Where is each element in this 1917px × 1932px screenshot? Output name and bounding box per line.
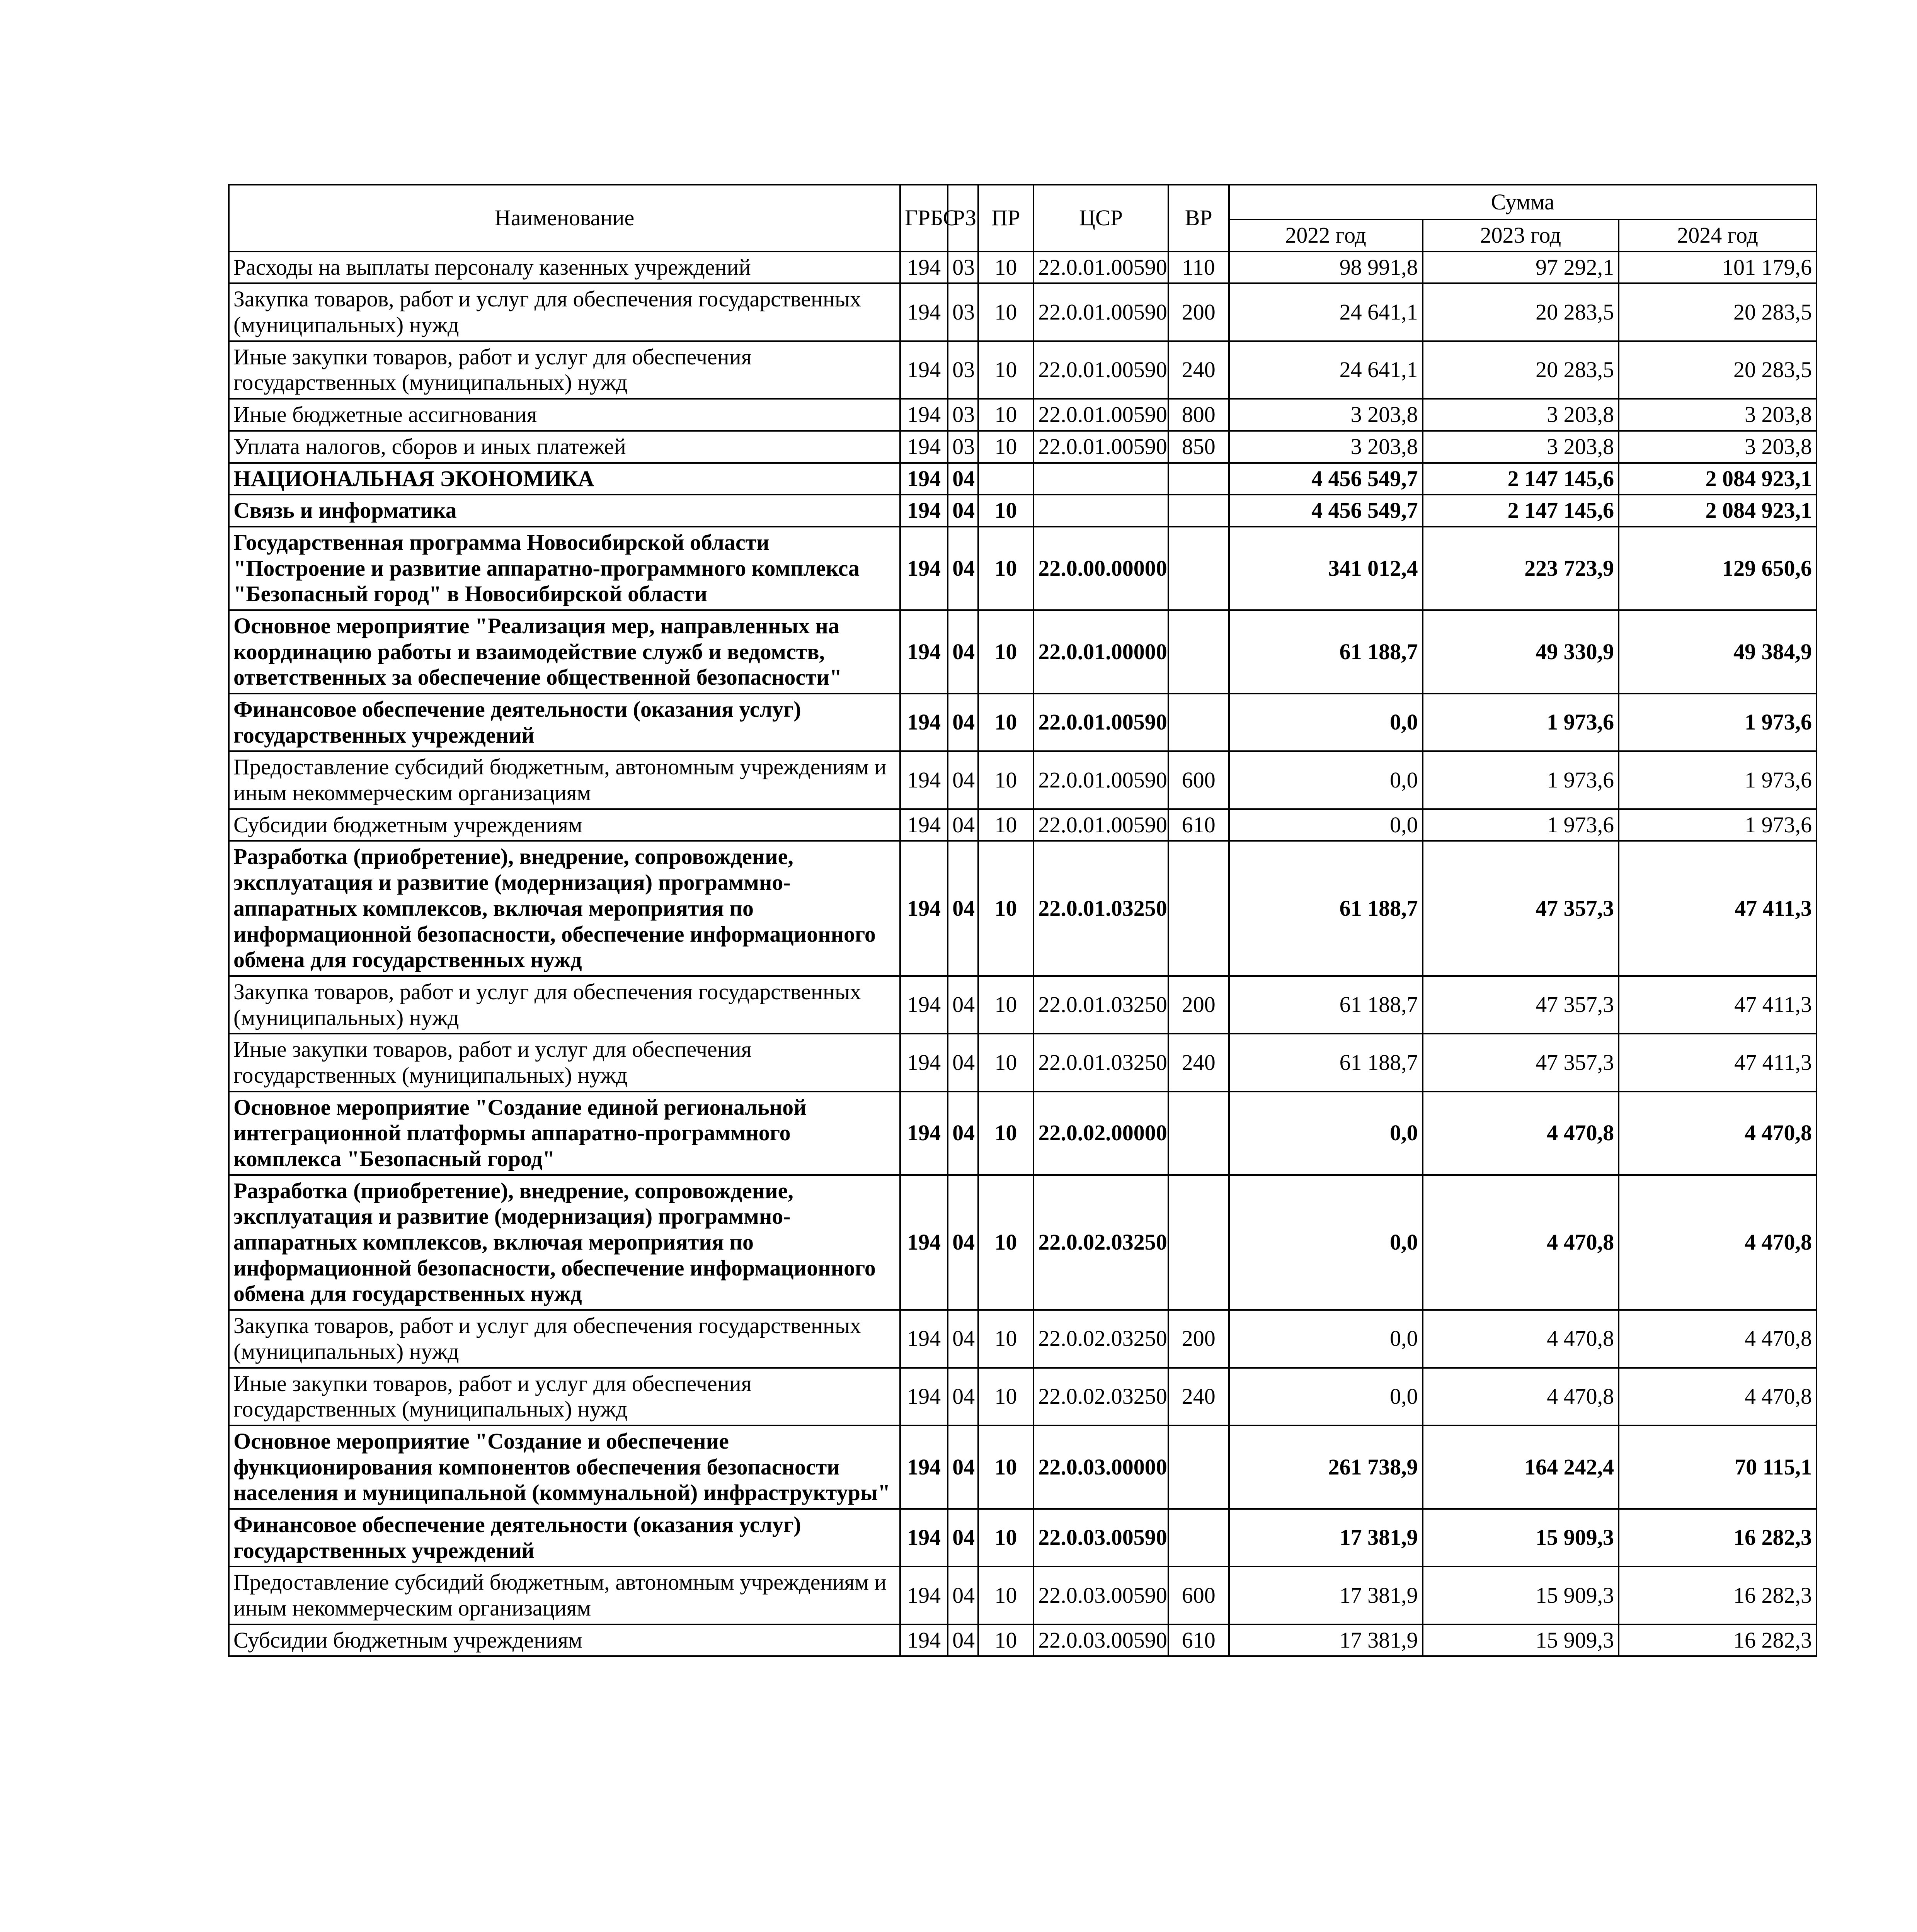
cell-2023: 47 357,3 (1423, 976, 1619, 1034)
table-row (229, 809, 1817, 841)
cell-2023: 4 470,8 (1423, 1368, 1619, 1425)
header-grbs: ГРБС (900, 185, 948, 252)
cell-grbs: 194 (900, 1368, 948, 1425)
header-year-2023: 2023 год (1423, 219, 1619, 252)
cell-grbs: 194 (900, 1092, 948, 1175)
cell-name: Государственная программа Новосибирской области "Построение и развитие аппаратно-программного комплекса "Безопасный город" в Новосибирской области (229, 527, 900, 610)
cell-vr: 610 (1168, 1624, 1229, 1656)
cell-grbs: 194 (900, 527, 948, 610)
cell-pr: 10 (978, 1624, 1034, 1656)
cell-name: Субсидии бюджетным учреждениям (229, 809, 900, 841)
cell-vr (1168, 495, 1229, 527)
cell-2022: 0,0 (1229, 1310, 1423, 1367)
cell-rz: 04 (948, 694, 978, 751)
cell-2024: 1 973,6 (1619, 751, 1817, 809)
cell-2023: 3 203,8 (1423, 431, 1619, 463)
cell-2022: 24 641,1 (1229, 283, 1423, 341)
cell-2023: 97 292,1 (1423, 252, 1619, 284)
cell-vr: 600 (1168, 1566, 1229, 1624)
cell-rz: 03 (948, 341, 978, 399)
cell-2023: 15 909,3 (1423, 1624, 1619, 1656)
cell-rz: 04 (948, 495, 978, 527)
cell-name: Финансовое обеспечение деятельности (оказания услуг) государственных учреждений (229, 694, 900, 751)
cell-vr: 200 (1168, 283, 1229, 341)
cell-rz: 04 (948, 809, 978, 841)
cell-csr: 22.0.01.00590 (1033, 252, 1168, 284)
cell-2022: 61 188,7 (1229, 610, 1423, 694)
cell-2024: 16 282,3 (1619, 1509, 1817, 1566)
cell-2024: 1 973,6 (1619, 694, 1817, 751)
cell-vr (1168, 463, 1229, 495)
cell-2022: 17 381,9 (1229, 1566, 1423, 1624)
cell-2022: 3 203,8 (1229, 431, 1423, 463)
cell-2024: 16 282,3 (1619, 1566, 1817, 1624)
cell-rz: 04 (948, 841, 978, 976)
cell-csr (1033, 495, 1168, 527)
cell-rz: 04 (948, 1034, 978, 1091)
cell-grbs: 194 (900, 1624, 948, 1656)
cell-2022: 4 456 549,7 (1229, 495, 1423, 527)
cell-rz: 03 (948, 252, 978, 284)
cell-2024: 16 282,3 (1619, 1624, 1817, 1656)
cell-grbs: 194 (900, 1034, 948, 1091)
table-body (229, 252, 1817, 1656)
table-row (229, 1509, 1817, 1566)
cell-pr: 10 (978, 1310, 1034, 1367)
cell-2024: 47 411,3 (1619, 976, 1817, 1034)
cell-2023: 164 242,4 (1423, 1425, 1619, 1509)
table-row (229, 1092, 1817, 1175)
cell-name: Иные закупки товаров, работ и услуг для обеспечения государственных (муниципальных) нужд (229, 1368, 900, 1425)
cell-rz: 04 (948, 463, 978, 495)
cell-name: Субсидии бюджетным учреждениям (229, 1624, 900, 1656)
table-row (229, 694, 1817, 751)
cell-2023: 15 909,3 (1423, 1509, 1619, 1566)
cell-vr (1168, 527, 1229, 610)
cell-pr: 10 (978, 610, 1034, 694)
table-row (229, 1624, 1817, 1656)
cell-grbs: 194 (900, 809, 948, 841)
cell-2024: 20 283,5 (1619, 341, 1817, 399)
cell-grbs: 194 (900, 283, 948, 341)
cell-name: Уплата налогов, сборов и иных платежей (229, 431, 900, 463)
cell-2024: 3 203,8 (1619, 431, 1817, 463)
cell-vr (1168, 610, 1229, 694)
cell-pr: 10 (978, 527, 1034, 610)
cell-2023: 2 147 145,6 (1423, 495, 1619, 527)
cell-2023: 20 283,5 (1423, 341, 1619, 399)
cell-rz: 04 (948, 527, 978, 610)
cell-rz: 04 (948, 1368, 978, 1425)
cell-csr: 22.0.01.00590 (1033, 341, 1168, 399)
header-sum: Сумма (1229, 185, 1817, 219)
cell-name: Основное мероприятие "Создание единой региональной интеграционной платформы аппаратно-программного комплекса "Безопасный город" (229, 1092, 900, 1175)
cell-2022: 341 012,4 (1229, 527, 1423, 610)
cell-grbs: 194 (900, 610, 948, 694)
cell-2024: 4 470,8 (1619, 1368, 1817, 1425)
cell-rz: 04 (948, 610, 978, 694)
cell-2024: 129 650,6 (1619, 527, 1817, 610)
cell-pr: 10 (978, 283, 1034, 341)
cell-2022: 61 188,7 (1229, 976, 1423, 1034)
cell-vr (1168, 1092, 1229, 1175)
cell-name: Иные закупки товаров, работ и услуг для обеспечения государственных (муниципальных) нужд (229, 1034, 900, 1091)
cell-pr: 10 (978, 1092, 1034, 1175)
cell-vr: 850 (1168, 431, 1229, 463)
cell-csr: 22.0.01.00590 (1033, 751, 1168, 809)
cell-name: Основное мероприятие "Создание и обеспечение функционирования компонентов обеспечения безопасности населения и муниципальной (коммунальной) инфраструктуры" (229, 1425, 900, 1509)
cell-2023: 15 909,3 (1423, 1566, 1619, 1624)
cell-2023: 223 723,9 (1423, 527, 1619, 610)
cell-csr: 22.0.01.00590 (1033, 431, 1168, 463)
header-csr: ЦСР (1033, 185, 1168, 252)
cell-2022: 98 991,8 (1229, 252, 1423, 284)
cell-name: Закупка товаров, работ и услуг для обеспечения государственных (муниципальных) нужд (229, 976, 900, 1034)
cell-name: Разработка (приобретение), внедрение, сопровождение, эксплуатация и развитие (модернизация) программно-аппаратных комплексов, включая мероприятия по информационной безопасности, обеспечение информационного обмена для государственных нужд (229, 1175, 900, 1310)
cell-name: Закупка товаров, работ и услуг для обеспечения государственных (муниципальных) нужд (229, 1310, 900, 1367)
cell-vr (1168, 841, 1229, 976)
cell-csr: 22.0.02.03250 (1033, 1310, 1168, 1367)
cell-rz: 04 (948, 1624, 978, 1656)
cell-rz: 04 (948, 1566, 978, 1624)
cell-csr: 22.0.02.00000 (1033, 1092, 1168, 1175)
table-row (229, 610, 1817, 694)
cell-2023: 4 470,8 (1423, 1092, 1619, 1175)
cell-csr: 22.0.03.00000 (1033, 1425, 1168, 1509)
cell-2023: 47 357,3 (1423, 1034, 1619, 1091)
cell-grbs: 194 (900, 841, 948, 976)
cell-2023: 1 973,6 (1423, 809, 1619, 841)
cell-rz: 04 (948, 1425, 978, 1509)
cell-2022: 17 381,9 (1229, 1509, 1423, 1566)
cell-grbs: 194 (900, 463, 948, 495)
cell-2023: 4 470,8 (1423, 1310, 1619, 1367)
cell-csr: 22.0.03.00590 (1033, 1509, 1168, 1566)
cell-grbs: 194 (900, 1425, 948, 1509)
cell-2024: 47 411,3 (1619, 1034, 1817, 1091)
cell-vr: 200 (1168, 1310, 1229, 1367)
cell-vr (1168, 1425, 1229, 1509)
cell-grbs: 194 (900, 1509, 948, 1566)
table-row (229, 495, 1817, 527)
cell-2024: 49 384,9 (1619, 610, 1817, 694)
cell-2022: 0,0 (1229, 694, 1423, 751)
cell-pr: 10 (978, 1368, 1034, 1425)
cell-csr: 22.0.01.03250 (1033, 841, 1168, 976)
cell-name: Связь и информатика (229, 495, 900, 527)
cell-csr: 22.0.03.00590 (1033, 1566, 1168, 1624)
cell-pr: 10 (978, 694, 1034, 751)
cell-pr: 10 (978, 809, 1034, 841)
table-row (229, 1368, 1817, 1425)
cell-vr: 600 (1168, 751, 1229, 809)
cell-2024: 4 470,8 (1619, 1175, 1817, 1310)
cell-2022: 24 641,1 (1229, 341, 1423, 399)
cell-grbs: 194 (900, 495, 948, 527)
cell-2022: 17 381,9 (1229, 1624, 1423, 1656)
cell-csr: 22.0.01.00590 (1033, 694, 1168, 751)
table-row (229, 1175, 1817, 1310)
table-row (229, 252, 1817, 284)
cell-grbs: 194 (900, 399, 948, 431)
cell-vr: 110 (1168, 252, 1229, 284)
cell-pr: 10 (978, 431, 1034, 463)
table-row (229, 527, 1817, 610)
cell-vr (1168, 1175, 1229, 1310)
header-pr: ПР (978, 185, 1034, 252)
cell-vr: 240 (1168, 1034, 1229, 1091)
table-row (229, 431, 1817, 463)
cell-name: Иные бюджетные ассигнования (229, 399, 900, 431)
cell-2023: 1 973,6 (1423, 694, 1619, 751)
cell-2022: 61 188,7 (1229, 841, 1423, 976)
cell-csr: 22.0.01.00590 (1033, 399, 1168, 431)
cell-vr (1168, 1509, 1229, 1566)
cell-grbs: 194 (900, 1566, 948, 1624)
cell-2023: 4 470,8 (1423, 1175, 1619, 1310)
cell-2024: 2 084 923,1 (1619, 463, 1817, 495)
cell-2024: 2 084 923,1 (1619, 495, 1817, 527)
cell-pr: 10 (978, 1175, 1034, 1310)
cell-csr (1033, 463, 1168, 495)
cell-2022: 0,0 (1229, 1175, 1423, 1310)
cell-2022: 3 203,8 (1229, 399, 1423, 431)
cell-grbs: 194 (900, 694, 948, 751)
cell-name: Разработка (приобретение), внедрение, сопровождение, эксплуатация и развитие (модернизация) программно-аппаратных комплексов, включая мероприятия по информационной безопасности, обеспечение информационного обмена для государственных нужд (229, 841, 900, 976)
cell-csr: 22.0.01.00590 (1033, 809, 1168, 841)
table-row (229, 463, 1817, 495)
cell-2022: 0,0 (1229, 1368, 1423, 1425)
cell-rz: 04 (948, 1092, 978, 1175)
cell-csr: 22.0.01.00590 (1033, 283, 1168, 341)
cell-rz: 03 (948, 399, 978, 431)
header-rz: РЗ (948, 185, 978, 252)
table-row (229, 1310, 1817, 1367)
cell-grbs: 194 (900, 431, 948, 463)
cell-pr: 10 (978, 341, 1034, 399)
cell-2023: 47 357,3 (1423, 841, 1619, 976)
cell-name: НАЦИОНАЛЬНАЯ ЭКОНОМИКА (229, 463, 900, 495)
cell-2022: 4 456 549,7 (1229, 463, 1423, 495)
cell-2023: 3 203,8 (1423, 399, 1619, 431)
cell-csr: 22.0.01.03250 (1033, 1034, 1168, 1091)
cell-pr: 10 (978, 841, 1034, 976)
cell-vr: 240 (1168, 1368, 1229, 1425)
cell-pr: 10 (978, 252, 1034, 284)
table-row (229, 1034, 1817, 1091)
cell-grbs: 194 (900, 252, 948, 284)
cell-vr: 240 (1168, 341, 1229, 399)
cell-name: Финансовое обеспечение деятельности (оказания услуг) государственных учреждений (229, 1509, 900, 1566)
cell-name: Закупка товаров, работ и услуг для обеспечения государственных (муниципальных) нужд (229, 283, 900, 341)
cell-2024: 20 283,5 (1619, 283, 1817, 341)
cell-csr: 22.0.03.00590 (1033, 1624, 1168, 1656)
cell-csr: 22.0.02.03250 (1033, 1175, 1168, 1310)
cell-2024: 4 470,8 (1619, 1310, 1817, 1367)
cell-csr: 22.0.01.00000 (1033, 610, 1168, 694)
header-year-2024: 2024 год (1619, 219, 1817, 252)
cell-pr: 10 (978, 1425, 1034, 1509)
header-name: Наименование (229, 185, 900, 252)
cell-2023: 1 973,6 (1423, 751, 1619, 809)
cell-2022: 0,0 (1229, 809, 1423, 841)
cell-name: Расходы на выплаты персоналу казенных учреждений (229, 252, 900, 284)
cell-rz: 04 (948, 1175, 978, 1310)
cell-2022: 61 188,7 (1229, 1034, 1423, 1091)
cell-pr: 10 (978, 1509, 1034, 1566)
cell-grbs: 194 (900, 1310, 948, 1367)
cell-2023: 49 330,9 (1423, 610, 1619, 694)
cell-2022: 0,0 (1229, 751, 1423, 809)
header-vr: ВР (1168, 185, 1229, 252)
cell-pr: 10 (978, 751, 1034, 809)
cell-rz: 04 (948, 1310, 978, 1367)
cell-rz: 04 (948, 976, 978, 1034)
cell-2022: 0,0 (1229, 1092, 1423, 1175)
table-header (229, 185, 1817, 252)
cell-2023: 20 283,5 (1423, 283, 1619, 341)
cell-name: Предоставление субсидий бюджетным, автономным учреждениям и иным некоммерческим организациям (229, 1566, 900, 1624)
cell-2024: 4 470,8 (1619, 1092, 1817, 1175)
cell-pr: 10 (978, 976, 1034, 1034)
cell-name: Предоставление субсидий бюджетным, автономным учреждениям и иным некоммерческим организациям (229, 751, 900, 809)
table-row (229, 1425, 1817, 1509)
cell-grbs: 194 (900, 341, 948, 399)
cell-vr: 800 (1168, 399, 1229, 431)
cell-2024: 1 973,6 (1619, 809, 1817, 841)
cell-grbs: 194 (900, 751, 948, 809)
cell-rz: 03 (948, 431, 978, 463)
table-row (229, 341, 1817, 399)
table-row (229, 751, 1817, 809)
cell-2024: 70 115,1 (1619, 1425, 1817, 1509)
cell-rz: 04 (948, 1509, 978, 1566)
header-year-2022: 2022 год (1229, 219, 1423, 252)
cell-grbs: 194 (900, 976, 948, 1034)
cell-2023: 2 147 145,6 (1423, 463, 1619, 495)
table-row (229, 399, 1817, 431)
budget-table (228, 184, 1817, 1657)
cell-vr: 610 (1168, 809, 1229, 841)
cell-pr: 10 (978, 1566, 1034, 1624)
table-row (229, 841, 1817, 976)
cell-vr: 200 (1168, 976, 1229, 1034)
table-row (229, 1566, 1817, 1624)
cell-pr (978, 463, 1034, 495)
cell-csr: 22.0.01.03250 (1033, 976, 1168, 1034)
cell-csr: 22.0.02.03250 (1033, 1368, 1168, 1425)
table-row (229, 283, 1817, 341)
cell-name: Основное мероприятие "Реализация мер, направленных на координацию работы и взаимодействие служб и ведомств, ответственных за обеспечение общественной безопасности" (229, 610, 900, 694)
cell-2024: 3 203,8 (1619, 399, 1817, 431)
cell-2024: 47 411,3 (1619, 841, 1817, 976)
cell-pr: 10 (978, 399, 1034, 431)
cell-name: Иные закупки товаров, работ и услуг для обеспечения государственных (муниципальных) нужд (229, 341, 900, 399)
cell-vr (1168, 694, 1229, 751)
cell-pr: 10 (978, 495, 1034, 527)
cell-2022: 261 738,9 (1229, 1425, 1423, 1509)
table-row (229, 976, 1817, 1034)
cell-csr: 22.0.00.00000 (1033, 527, 1168, 610)
cell-rz: 03 (948, 283, 978, 341)
cell-rz: 04 (948, 751, 978, 809)
cell-pr: 10 (978, 1034, 1034, 1091)
cell-grbs: 194 (900, 1175, 948, 1310)
cell-2024: 101 179,6 (1619, 252, 1817, 284)
